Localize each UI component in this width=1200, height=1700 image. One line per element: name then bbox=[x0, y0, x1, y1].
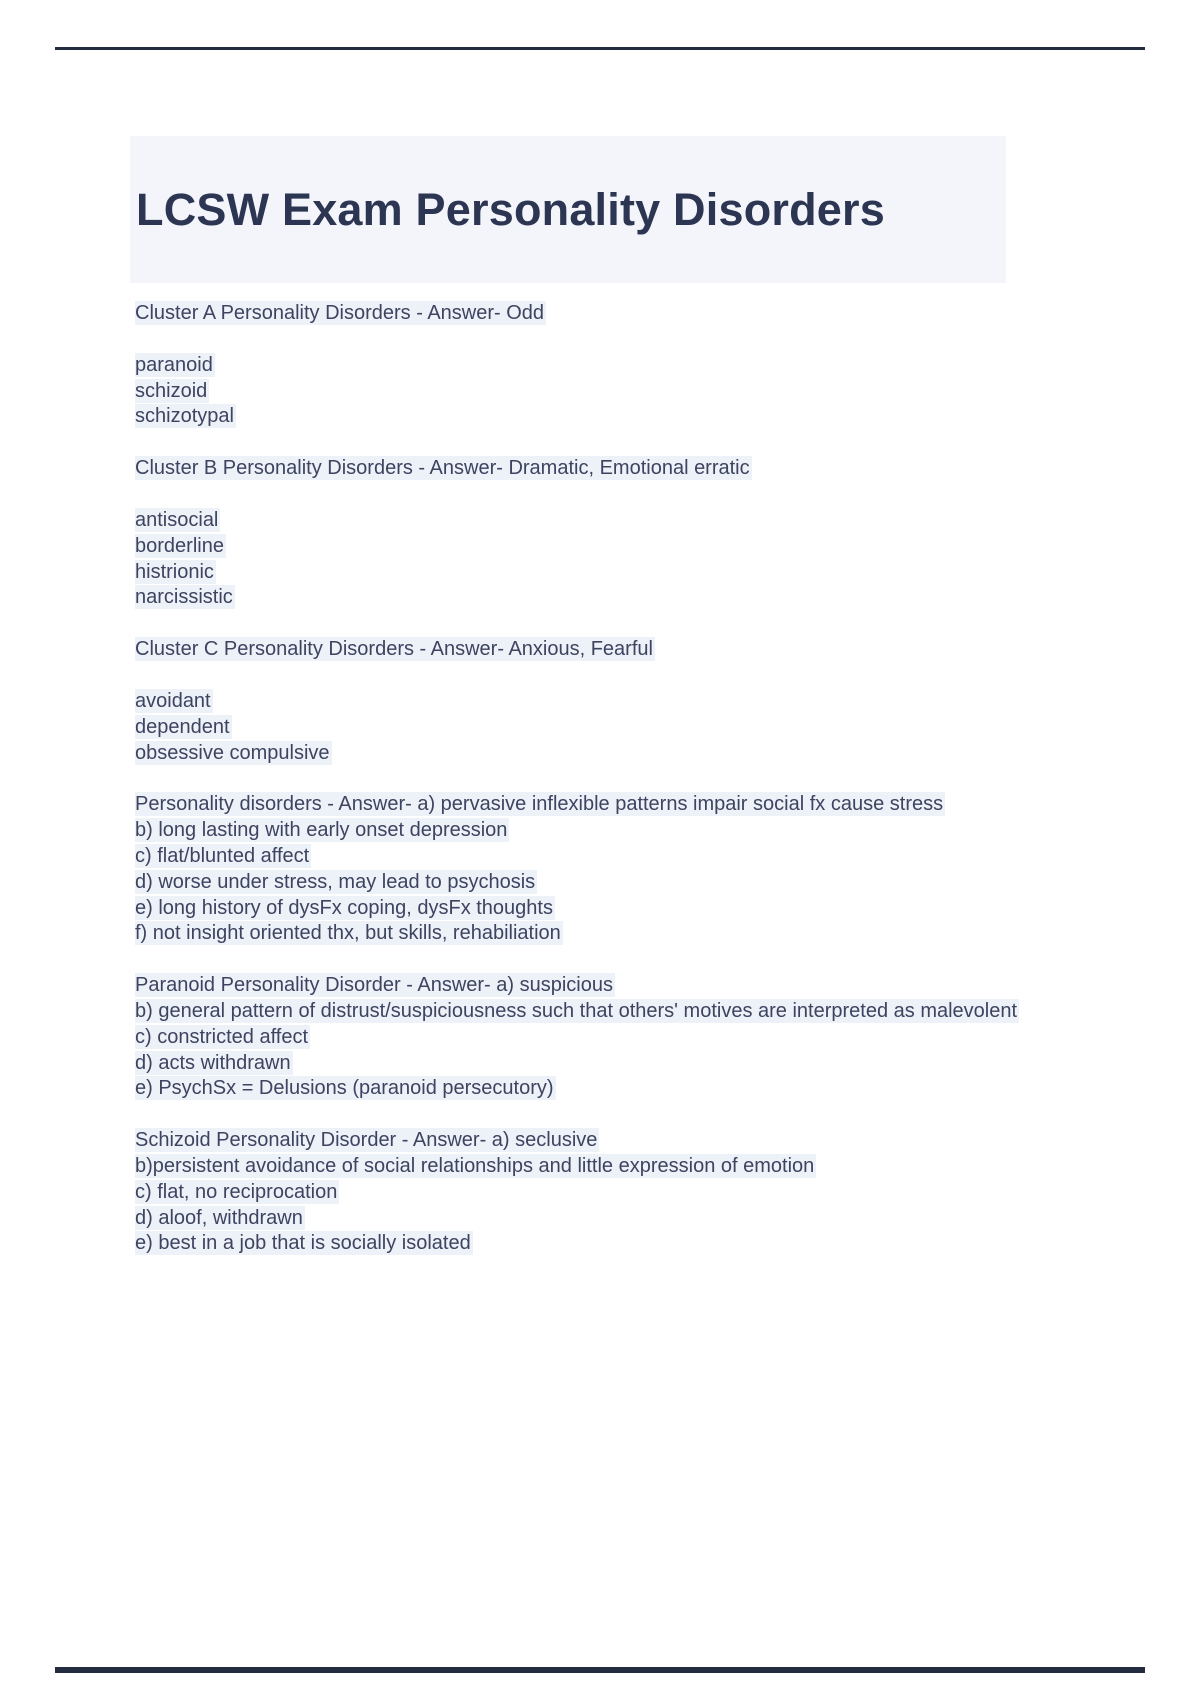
text-line bbox=[135, 534, 1072, 560]
highlighted-text: avoidant bbox=[135, 689, 211, 712]
text-line bbox=[135, 560, 1072, 586]
text-line bbox=[135, 1128, 1072, 1154]
text-line bbox=[135, 973, 1072, 999]
highlighted-text: e) long history of dysFx coping, dysFx thoughts bbox=[135, 896, 553, 919]
highlighted-text: Cluster A Personality Disorders - Answer- Odd bbox=[135, 302, 545, 324]
document-body bbox=[135, 301, 1072, 1257]
paragraph-block bbox=[135, 637, 1072, 663]
text-line bbox=[135, 741, 1072, 767]
text-line bbox=[135, 379, 1072, 405]
text-line bbox=[135, 404, 1072, 430]
highlighted-text: Schizoid Personality Disorder - Answer- a) seclusive bbox=[135, 1129, 598, 1152]
highlighted-text: d) acts withdrawn bbox=[135, 1051, 291, 1074]
highlighted-text: dependent bbox=[135, 715, 230, 738]
text-line bbox=[135, 1206, 1072, 1232]
paragraph-block bbox=[135, 301, 1072, 327]
text-line bbox=[135, 637, 1072, 663]
highlighted-text: b)persistent avoidance of social relationships and little expression of emotion bbox=[135, 1154, 815, 1177]
bottom-divider bbox=[55, 1667, 1145, 1673]
highlighted-text: b) general pattern of distrust/suspiciousness such that others' motives are interpreted as malevolent bbox=[135, 999, 1018, 1022]
text-line bbox=[135, 870, 1072, 896]
paragraph-block bbox=[135, 508, 1072, 611]
text-line bbox=[135, 999, 1072, 1025]
page-title: LCSW Exam Personality Disorders bbox=[136, 183, 885, 235]
highlighted-text: borderline bbox=[135, 534, 224, 557]
highlighted-text: antisocial bbox=[135, 508, 219, 531]
text-line bbox=[135, 715, 1072, 741]
text-line bbox=[135, 1154, 1072, 1180]
highlighted-text: c) flat, no reciprocation bbox=[135, 1180, 338, 1203]
text-line bbox=[135, 508, 1072, 534]
highlighted-text: e) PsychSx = Delusions (paranoid persecutory) bbox=[135, 1077, 554, 1100]
highlighted-text: d) worse under stress, may lead to psychosis bbox=[135, 870, 536, 893]
paragraph-block bbox=[135, 689, 1072, 766]
text-line bbox=[135, 353, 1072, 379]
text-line bbox=[135, 792, 1072, 818]
top-divider bbox=[55, 47, 1145, 50]
highlighted-text: c) constricted affect bbox=[135, 1025, 309, 1048]
highlighted-text: schizotypal bbox=[135, 405, 234, 428]
highlighted-text: Cluster B Personality Disorders - Answer- Dramatic, Emotional erratic bbox=[135, 457, 750, 480]
paragraph-block bbox=[135, 353, 1072, 430]
text-line bbox=[135, 1051, 1072, 1077]
highlighted-text: c) flat/blunted affect bbox=[135, 844, 310, 867]
highlighted-text: Cluster C Personality Disorders - Answer- Anxious, Fearful bbox=[135, 638, 653, 661]
paragraph-block bbox=[135, 1128, 1072, 1257]
highlighted-text: paranoid bbox=[135, 353, 213, 376]
text-line bbox=[135, 301, 1072, 327]
highlighted-text: d) aloof, withdrawn bbox=[135, 1206, 303, 1229]
highlighted-text: b) long lasting with early onset depression bbox=[135, 819, 508, 842]
title-panel bbox=[130, 136, 1006, 283]
highlighted-text: histrionic bbox=[135, 560, 214, 583]
highlighted-text: narcissistic bbox=[135, 586, 233, 609]
text-line bbox=[135, 844, 1072, 870]
text-line bbox=[135, 1231, 1072, 1257]
text-line bbox=[135, 921, 1072, 947]
text-line bbox=[135, 1180, 1072, 1206]
text-line bbox=[135, 896, 1072, 922]
highlighted-text: Personality disorders - Answer- a) pervasive inflexible patterns impair social fx cause stress bbox=[135, 793, 944, 816]
highlighted-text: e) best in a job that is socially isolated bbox=[135, 1232, 471, 1255]
text-line bbox=[135, 1025, 1072, 1051]
highlighted-text: Paranoid Personality Disorder - Answer- a) suspicious bbox=[135, 974, 613, 997]
paragraph-block bbox=[135, 456, 1072, 482]
text-line bbox=[135, 1076, 1072, 1102]
text-line bbox=[135, 689, 1072, 715]
highlighted-text: schizoid bbox=[135, 379, 208, 402]
highlighted-text: obsessive compulsive bbox=[135, 741, 330, 764]
highlighted-text: f) not insight oriented thx, but skills, rehabiliation bbox=[135, 922, 561, 945]
paragraph-block bbox=[135, 792, 1072, 947]
text-line bbox=[135, 456, 1072, 482]
paragraph-block bbox=[135, 973, 1072, 1102]
text-line bbox=[135, 585, 1072, 611]
text-line bbox=[135, 818, 1072, 844]
